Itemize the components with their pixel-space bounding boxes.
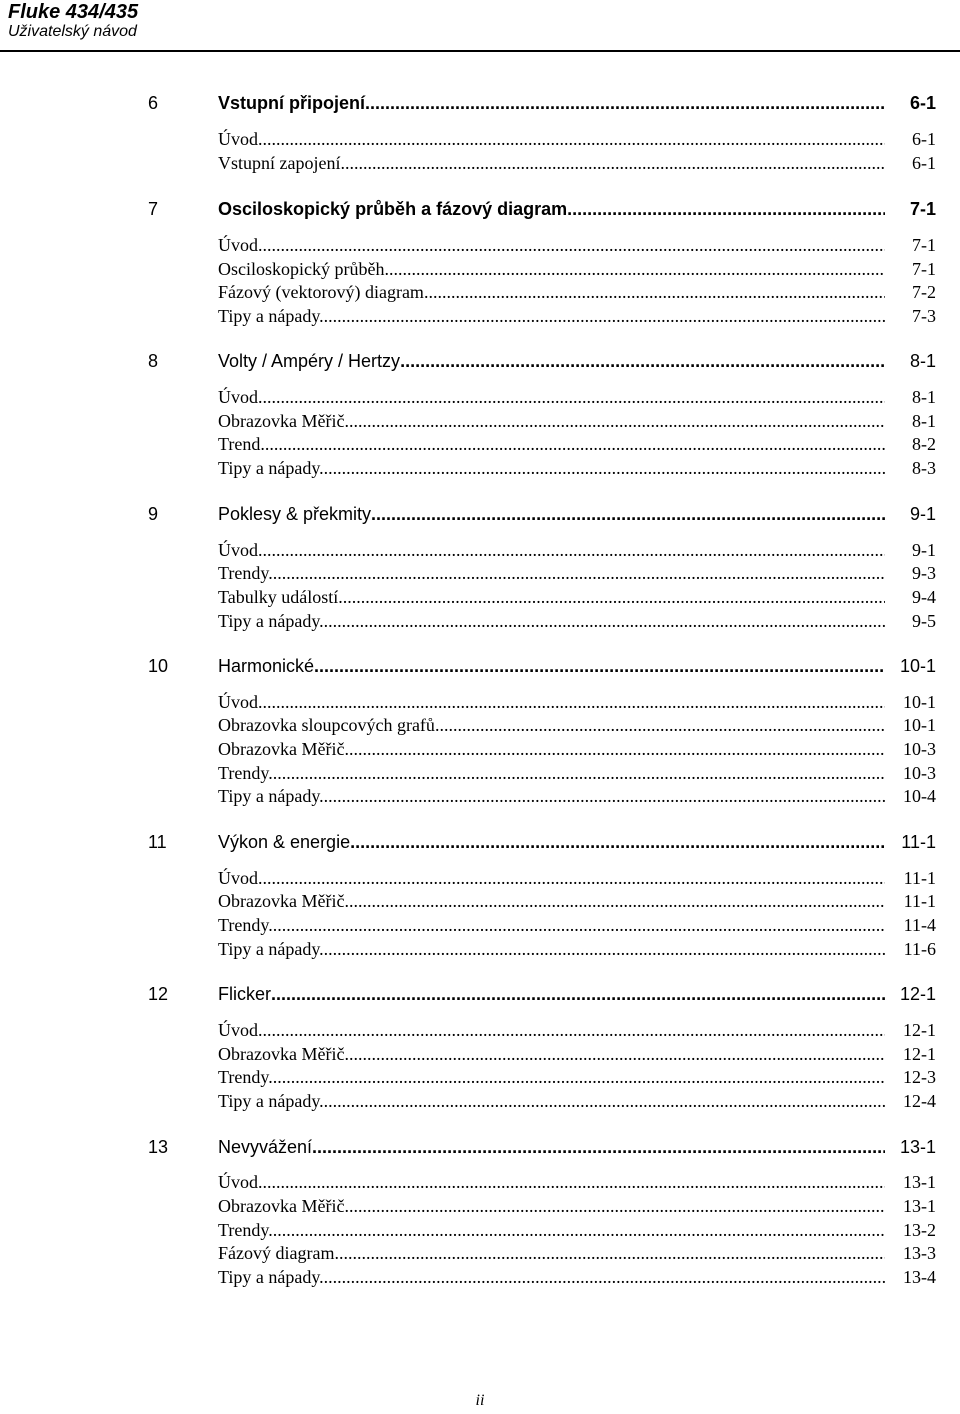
entry-page: 8-2 [912, 434, 936, 454]
entry-title: Úvod [218, 1020, 258, 1040]
toc-entry[interactable] [0, 1194, 960, 1218]
chapter-number: 7 [148, 199, 159, 219]
entry-title: Úvod [218, 692, 258, 712]
toc-entry[interactable] [0, 385, 960, 409]
toc-entry[interactable] [0, 1089, 960, 1113]
entry-page: 13-4 [903, 1267, 936, 1287]
entry-title: Obrazovka Měřič [218, 739, 345, 759]
entry-page: 8-1 [912, 411, 936, 431]
entry-title: Tipy a nápady [218, 306, 320, 326]
entry-page: 11-6 [903, 939, 936, 959]
toc-entry[interactable] [0, 233, 960, 257]
document-subtitle: Uživatelský návod [8, 23, 137, 40]
entry-page: 9-4 [912, 587, 936, 607]
toc-entry[interactable] [0, 1265, 960, 1289]
entry-title: Obrazovka Měřič [218, 1044, 345, 1064]
document-title: Fluke 434/435 [8, 1, 139, 23]
chapter-number: 9 [148, 504, 159, 524]
entry-page: 13-1 [903, 1172, 936, 1192]
entry-title: Obrazovka sloupcových grafů [218, 715, 435, 735]
entry-title: Tipy a nápady [218, 611, 320, 631]
chapter-number: 8 [148, 351, 159, 371]
chapter-heading-row[interactable] [0, 502, 960, 526]
entry-title: Obrazovka Měřič [218, 1196, 345, 1216]
entry-title: Vstupní zapojení [218, 153, 341, 173]
running-header [8, 2, 138, 42]
entry-title: Tipy a nápady [218, 1091, 320, 1111]
entry-page: 7-3 [912, 306, 936, 326]
entry-title: Úvod [218, 540, 258, 560]
chapter-page: 12-1 [899, 984, 936, 1004]
entry-title: Tipy a nápady [218, 786, 320, 806]
entry-title: Trendy [218, 1067, 269, 1087]
entry-title: Fázový diagram [218, 1243, 335, 1263]
entry-page: 12-4 [903, 1091, 936, 1111]
chapter-heading-row[interactable] [0, 197, 960, 221]
chapter-page: 8-1 [909, 351, 936, 371]
chapter-page: 10-1 [899, 656, 936, 676]
toc-entry[interactable] [0, 609, 960, 633]
entry-title: Úvod [218, 129, 258, 149]
entry-page: 13-3 [903, 1243, 936, 1263]
entry-page: 13-2 [903, 1220, 936, 1240]
toc-entry[interactable] [0, 432, 960, 456]
toc-entry[interactable] [0, 127, 960, 151]
toc-entry[interactable] [0, 304, 960, 328]
entry-title: Osciloskopický průběh [218, 259, 385, 279]
entry-page: 13-1 [903, 1196, 936, 1216]
toc-entry[interactable] [0, 1218, 960, 1242]
entry-page: 6-1 [912, 129, 936, 149]
chapter-page: 6-1 [909, 93, 936, 113]
entry-title: Úvod [218, 387, 258, 407]
toc-entry[interactable] [0, 913, 960, 937]
entry-page: 10-1 [903, 692, 936, 712]
toc-entry[interactable] [0, 151, 960, 175]
toc-entry[interactable] [0, 409, 960, 433]
entry-page: 11-4 [903, 915, 936, 935]
chapter-page: 13-1 [899, 1137, 936, 1157]
entry-title: Fázový (vektorový) diagram [218, 282, 424, 302]
entry-page: 12-1 [903, 1020, 936, 1040]
entry-title: Trendy [218, 563, 269, 583]
toc-entry[interactable] [0, 937, 960, 961]
entry-page: 11-1 [903, 891, 936, 911]
entry-page: 9-1 [912, 540, 936, 560]
chapter-heading-row[interactable] [0, 982, 960, 1006]
entry-title: Tipy a nápady [218, 939, 320, 959]
entry-title: Tipy a nápady [218, 1267, 320, 1287]
toc-entry[interactable] [0, 761, 960, 785]
toc-entry[interactable] [0, 889, 960, 913]
toc-entry[interactable] [0, 784, 960, 808]
chapter-title: Nevyvážení [218, 1137, 313, 1157]
chapter-title: Poklesy & překmity [218, 504, 372, 524]
chapter-page: 11-1 [901, 832, 936, 852]
entry-title: Úvod [218, 868, 258, 888]
chapter-heading-row[interactable] [0, 1135, 960, 1159]
chapter-title: Osciloskopický průběh a fázový diagram [218, 199, 568, 219]
chapter-page: 7-1 [909, 199, 936, 219]
entry-page: 7-1 [912, 259, 936, 279]
toc-entry[interactable] [0, 713, 960, 737]
chapter-heading-row[interactable] [0, 349, 960, 373]
entry-title: Tabulky událostí [218, 587, 339, 607]
toc-entry[interactable] [0, 866, 960, 890]
entry-page: 10-3 [903, 739, 936, 759]
chapter-title: Volty / Ampéry / Hertzy [218, 351, 401, 371]
entry-page: 9-3 [912, 563, 936, 583]
entry-title: Tipy a nápady [218, 458, 320, 478]
entry-page: 10-1 [903, 715, 936, 735]
toc-entry[interactable] [0, 456, 960, 480]
entry-title: Úvod [218, 1172, 258, 1192]
toc-entry[interactable] [0, 1042, 960, 1066]
chapter-title: Harmonické [218, 656, 315, 676]
entry-title: Trendy [218, 915, 269, 935]
chapter-number: 12 [148, 984, 169, 1004]
chapter-title: Flicker [218, 984, 271, 1004]
chapter-page: 9-1 [909, 504, 936, 524]
entry-title: Obrazovka Měřič [218, 411, 345, 431]
toc-entry[interactable] [0, 1018, 960, 1042]
chapter-number: 13 [148, 1137, 169, 1157]
entry-page: 12-3 [903, 1067, 936, 1087]
entry-page: 9-5 [912, 611, 936, 631]
toc-entry[interactable] [0, 280, 960, 304]
entry-title: Trendy [218, 1220, 269, 1240]
chapter-title: Vstupní připojení [218, 93, 365, 113]
entry-page: 10-4 [903, 786, 936, 806]
toc-entry[interactable] [0, 257, 960, 281]
entry-page: 7-1 [912, 235, 936, 255]
entry-page: 10-3 [903, 763, 936, 783]
chapter-number: 6 [148, 93, 159, 113]
entry-title: Trendy [218, 763, 269, 783]
entry-page: 6-1 [912, 153, 936, 173]
entry-title: Trend [218, 434, 261, 454]
toc-entry[interactable] [0, 1170, 960, 1194]
chapter-heading-row[interactable] [0, 830, 960, 854]
toc-entry[interactable] [0, 737, 960, 761]
toc-entry[interactable] [0, 585, 960, 609]
chapter-heading-row[interactable] [0, 654, 960, 678]
toc-entry[interactable] [0, 538, 960, 562]
entry-title: Obrazovka Měřič [218, 891, 345, 911]
toc-entry[interactable] [0, 690, 960, 714]
chapter-title: Výkon & energie [218, 832, 351, 852]
chapter-number: 10 [148, 656, 169, 676]
entry-page: 8-1 [912, 387, 936, 407]
entry-page: 11-1 [903, 868, 936, 888]
page-number: ii [475, 1392, 485, 1409]
entry-page: 12-1 [903, 1044, 936, 1064]
chapter-number: 11 [148, 832, 167, 852]
toc-entry[interactable] [0, 561, 960, 585]
entry-page: 7-2 [912, 282, 936, 302]
toc-entry[interactable] [0, 1241, 960, 1265]
entry-page: 8-3 [912, 458, 936, 478]
header-divider [0, 50, 960, 52]
entry-title: Úvod [218, 235, 258, 255]
chapter-heading-row[interactable] [0, 91, 960, 115]
toc-entry[interactable] [0, 1065, 960, 1089]
